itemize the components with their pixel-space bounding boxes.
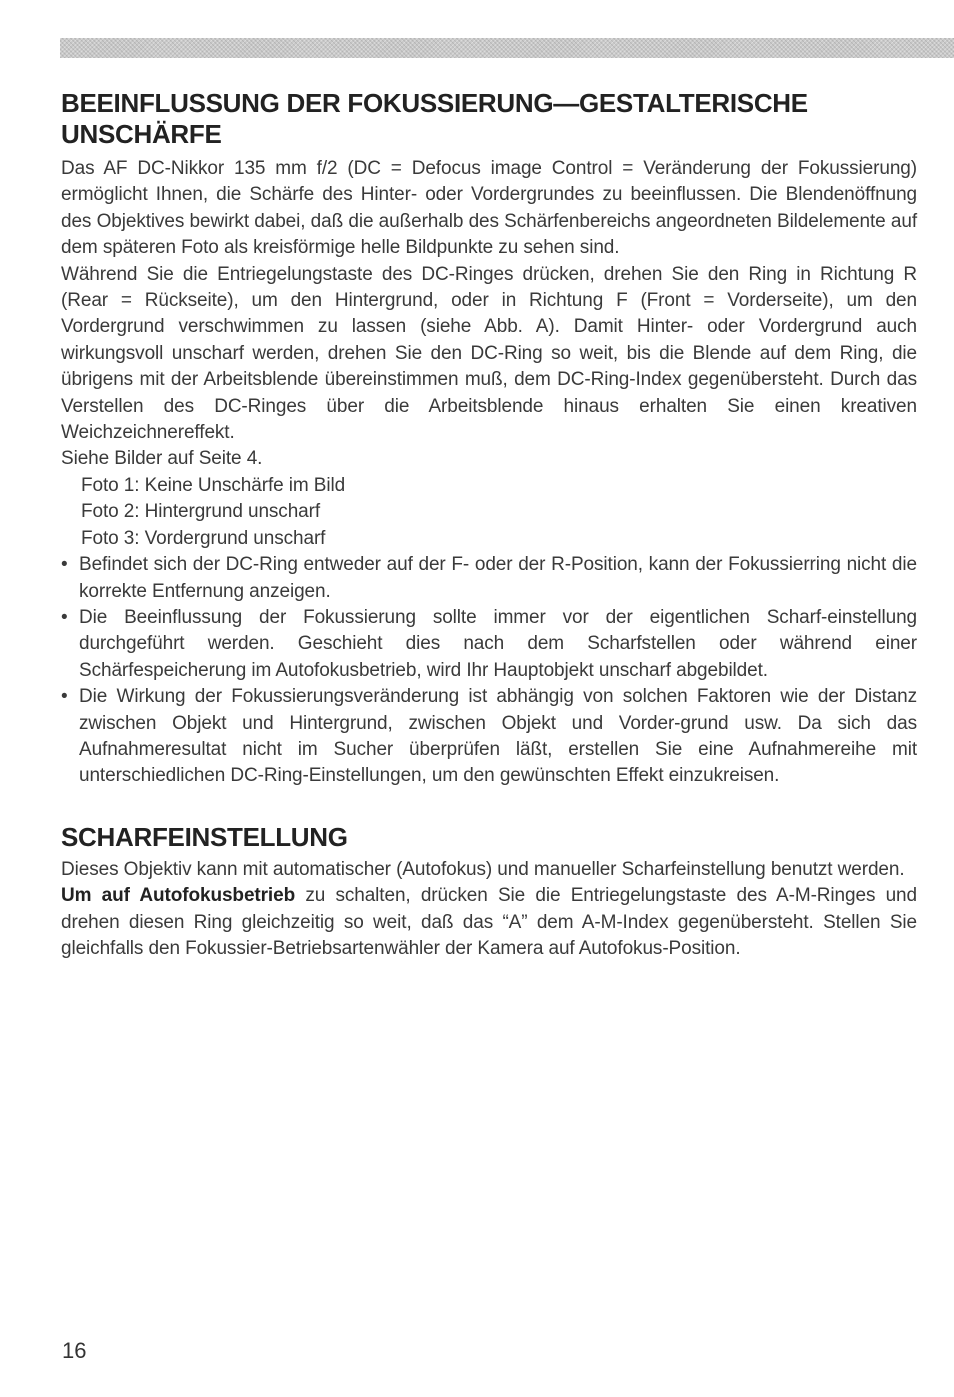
bullet-list [61, 552, 917, 790]
section-title-focusing: SCHARFEINSTELLUNG [61, 821, 348, 852]
section-body-defocus [61, 156, 917, 790]
page-content [61, 88, 917, 962]
section-body-focusing [61, 857, 917, 963]
paragraph-text: zu schalten, drücken Sie die Entriegelungstaste des A-M-Ringes und drehen diesen Ring gleichzeitig so weit, daß das “A” dem A-M-Index gegenübersteht. Stellen Sie gleichfalls den Fokussier-Betriebsartenwähler der Kamera auf Autofokus-Position. [61, 885, 917, 959]
section-title-defocus: BEEINFLUSSUNG DER FOKUSSIERUNG—GESTALTERISCHE UNSCHÄRFE [61, 88, 808, 149]
paragraph: Das AF DC-Nikkor 135 mm f/2 (DC = Defocus image Control = Veränderung der Fokussierung) ermöglicht Ihnen, die Schärfe des Hinter- oder Vordergrundes zu beeinflussen. Die Blendenöffnung des Objektives bewirkt dabei, daß die außerhalb des Schärfenbereichs angeordneten Bildelemente auf dem späteren Foto als kreisförmige helle Bildpunkte zu sehen sind. [61, 158, 917, 259]
bullet-item: • Die Wirkung der Fokussierungsveränderung ist abhängig von solchen Faktoren wie der Distanz zwischen Objekt und Hintergrund, zwischen Objekt und Vorder-grund usw. Da sich das Aufnahmeresultat nicht im Sucher überprüfen läßt, erstellen Sie eine Aufnahmereihe mit unterschiedlichen DC-Ring-Einstellungen, um den gewünschten Effekt einzukreisen. [61, 684, 917, 790]
paragraph: Dieses Objektiv kann mit automatischer (Autofokus) und manueller Scharfeinstellung benutzt werden. [61, 858, 905, 880]
paragraph [61, 883, 917, 962]
bullet-item: • Die Beeinflussung der Fokussierung sollte immer vor der eigentlichen Scharf-einstellung durchgeführt werden. Geschieht dies nach dem Scharfstellen oder während einer Schärfespeicherung im Autofokusbetrieb, wird Ihr Hauptobjekt unscharf abgebildet. [61, 605, 917, 684]
bullet-item: • Befindet sich der DC-Ring entweder auf der F- oder der R-Position, kann der Fokussierring nicht die korrekte Entfernung anzeigen. [61, 552, 917, 605]
foto-item: Foto 1: Keine Unschärfe im Bild [81, 474, 346, 496]
bold-lead: Um auf Autofokusbetrieb [61, 885, 296, 907]
paragraph: Während Sie die Entriegelungstaste des DC-Ringes drücken, drehen Sie den Ring in Richtung R (Rear = Rückseite), um den Hintergrund, oder in Richtung F (Front = Vorderseite), um den Vordergrund verschwimmen zu lassen (siehe Abb. A). Damit Hinter- oder Vordergrund auch wirkungsvoll unscharf werden, drehen Sie den DC-Ring so weit, bis die Blende auf dem Ring, die übrigens mit der Arbeitsblende übereinstimmen muß, dem DC-Ring-Index gegenübersteht. Durch das Verstellen des DC-Ringes über die Arbeitsblende hinaus erhalten Sie einen kreativen Weichzeichnereffekt. [61, 263, 917, 444]
page-number: 16 [62, 1338, 87, 1363]
paragraph: Siehe Bilder auf Seite 4. [61, 448, 263, 470]
foto-item: Foto 2: Hintergrund unscharf [81, 501, 321, 523]
foto-item: Foto 3: Vordergrund unscharf [81, 527, 326, 549]
top-decorative-bar [60, 38, 954, 58]
